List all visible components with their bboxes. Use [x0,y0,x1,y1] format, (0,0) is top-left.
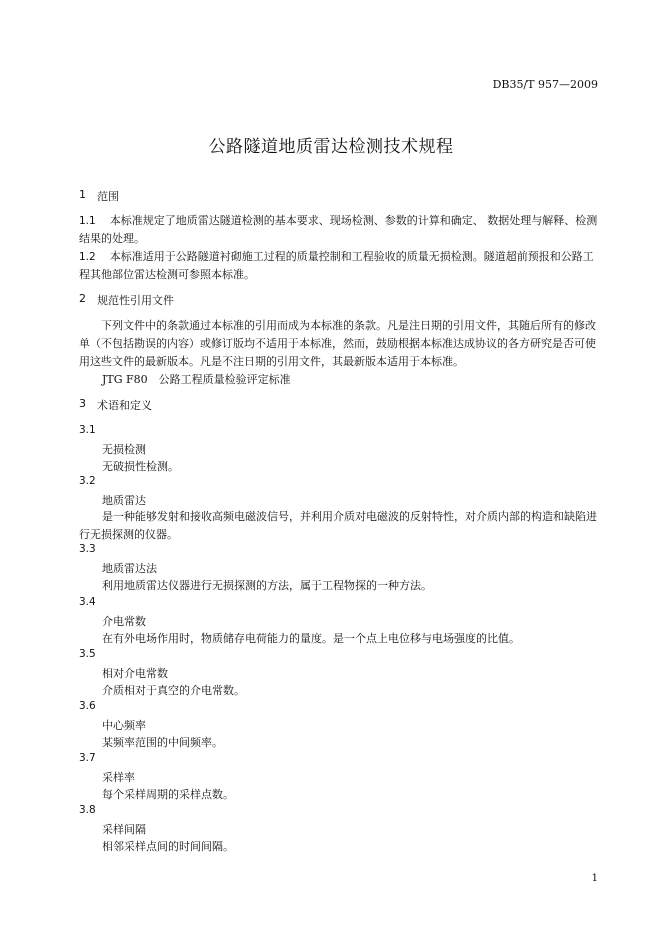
term-definition: 利用地质雷达仪器进行无损探测的方法，属于工程物探的一种方法。 [102,579,432,592]
term-number: 3.6 [79,700,96,712]
reference-jtg-f80: JTG F80 公路工程质量检验评定标准 [102,373,291,386]
term-number: 3.1 [79,424,96,436]
term-name: 地质雷达法 [102,562,157,575]
term-definition: 在有外电场作用时，物质储存电荷能力的量度。是一个点上电位移与电场强度的比值。 [102,632,520,645]
term-number: 3.2 [79,475,96,487]
term-definition: 某频率范围的中间频率。 [102,736,223,749]
term-name: 中心频率 [102,719,146,732]
section-3-heading: 术语和定义 [97,399,152,412]
term-name: 地质雷达 [102,494,146,507]
section-1-number: 1 [79,188,86,201]
clause-1-2-text: 本标准适用于公路隧道衬砌施工过程的质量控制和工程验收的质量无损检测。隧道超前预报和公路工程其他部位雷达检测可参照本标准。 [79,250,594,281]
term-number: 3.4 [79,596,96,608]
document-title: 公路隧道地质雷达检测技术规程 [208,137,454,157]
term-definition: 相邻采样点间的时间间隔。 [102,840,234,853]
section-2-number: 2 [79,292,86,305]
clause-1-1 [79,212,603,248]
term-number: 3.3 [79,543,96,555]
term-definition: 介质相对于真空的介电常数。 [102,684,245,697]
term-name: 介电常数 [102,615,146,628]
term-number: 3.5 [79,648,96,660]
section-1-heading: 范围 [97,190,119,203]
clause-1-2 [79,248,603,284]
term-number: 3.8 [79,804,96,816]
section-2-heading: 规范性引用文件 [97,294,174,307]
section-3-number: 3 [79,397,86,410]
term-number: 3.7 [79,752,96,764]
term-definition: 每个采样周期的采样点数。 [102,788,234,801]
page-number: 1 [591,873,598,884]
clause-1-1-text: 本标准规定了地质雷达隧道检测的基本要求、现场检测、参数的计算和确定、 数据处理与解释、检测结果的处理。 [79,214,598,245]
term-name: 采样间隔 [102,823,146,836]
standard-number: DB35/T 957—2009 [492,78,598,91]
clause-1-1-number: 1.1 [79,215,96,227]
normative-references-paragraph: 下列文件中的条款通过本标准的引用而成为本标准的条款。凡是注日期的引用文件，其随后所有的修改单（不包括勘误的内容）或修订版均不适用于本标准，然而，鼓励根据本标准达成协议的各方研究是否可使用这些文件的最新版本。凡是不注日期的引用文件，其最新版本适用于本标准。 [79,319,596,368]
term-name: 无损检测 [102,443,146,456]
term-definition: 无破损性检测。 [102,460,179,473]
term-definition: 是一种能够发射和接收高频电磁波信号，并利用介质对电磁波的反射特性，对介质内部的构造和缺陷进行无损探测的仪器。 [79,510,597,541]
term-name: 相对介电常数 [102,667,168,680]
term-name: 采样率 [102,771,135,784]
clause-1-2-number: 1.2 [79,251,96,263]
